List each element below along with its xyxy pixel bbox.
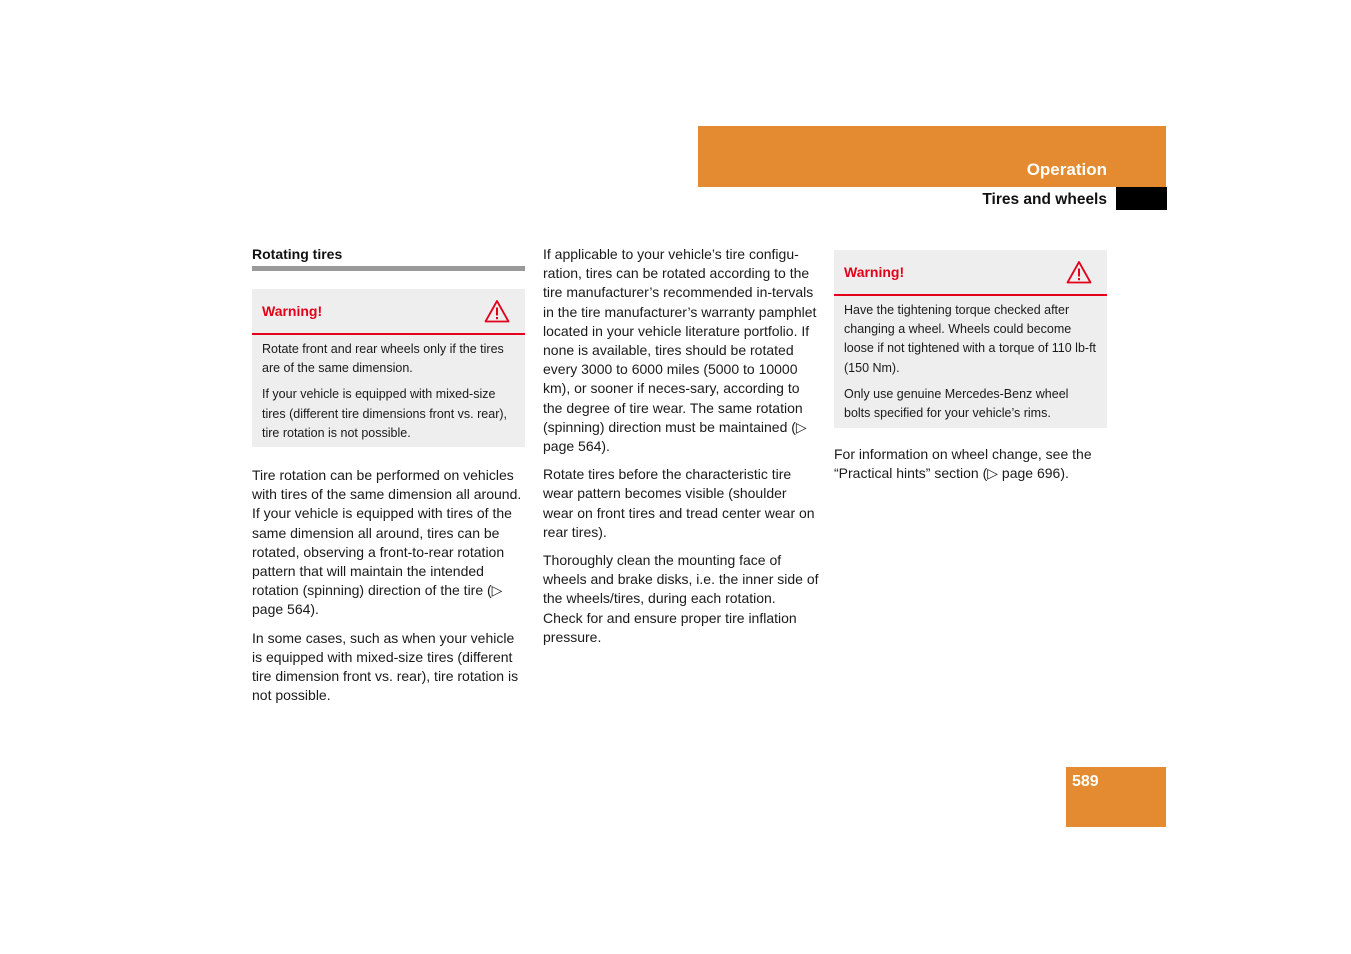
warning-box-rotation: [252, 289, 525, 447]
warning-body: [252, 335, 525, 451]
subsection-title: Tires and wheels: [982, 191, 1107, 208]
page-number: 589: [1072, 773, 1099, 790]
warning-paragraph: Only use genuine Mercedes-Benz wheel bolts specified for your vehicle’s rims.: [844, 386, 1069, 421]
body-paragraph: For information on wheel change, see the “Practical hints” section (▷ page 696).: [834, 446, 1092, 482]
body-paragraph: Thoroughly clean the mounting face of wheels and brake disks, i.e. the inner side of the wheels/tires, during each rotation. Check for and ensure proper tire inflation pressure.: [543, 552, 819, 645]
body-paragraph: Tire rotation can be performed on vehicles with tires of the same dimension all around. If your vehicle is equipped with tires of the same dimension all around, tires can be rotated, observing a front-to-rear rotation pattern that will maintain the intended rotation (spinning) direction of the tire (▷ page 564).: [252, 467, 522, 618]
warning-box-torque: [834, 250, 1107, 428]
warning-triangle-icon: [484, 299, 510, 323]
section-tab-marker: [1116, 187, 1167, 210]
body-paragraph: Rotate tires before the characteristic tire wear pattern becomes visible (shoulder wear on front tires and tread center wear on rear tires).: [543, 466, 815, 540]
column-2-text: [543, 245, 819, 656]
warning-paragraph: Rotate front and rear wheels only if the tires are of the same dimension.: [262, 342, 504, 376]
column-1-text: [252, 466, 528, 714]
section-title: Operation: [1026, 160, 1107, 179]
rotating-tires-heading: Rotating tires: [252, 246, 343, 262]
warning-paragraph: If your vehicle is equipped with mixed-size tires (different tire dimensions front vs. rear), tire rotation is not possible.: [262, 387, 507, 440]
heading-rule: [252, 266, 525, 271]
body-paragraph: If applicable to your vehicle’s tire configu-ration, tires can be rotated according to the tire manufacturer’s recommended in-tervals in the tire manufacturer’s warranty pamphlet located in your vehicle literature portfolio. If none is available, tires should be rotated every 3000 to 6000 miles (5000 to 10000 km), or sooner if neces-sary, according to the degree of tire wear. The same rotation (spinning) direction must be maintained (▷ page 564).: [543, 246, 817, 455]
warning-header: [834, 250, 1107, 296]
warning-title: Warning!: [844, 264, 905, 280]
body-paragraph: In some cases, such as when your vehicle is equipped with mixed-size tires (different tire dimension front vs. rear), tire rotation is not possible.: [252, 629, 519, 704]
warning-body: [834, 296, 1107, 431]
warning-header: [252, 289, 525, 335]
column-3-text: [834, 445, 1110, 492]
warning-paragraph: Have the tightening torque checked after changing a wheel. Wheels could become loose if not tightened with a torque of 110 lb-ft (150 Nm).: [844, 303, 1097, 375]
warning-title: Warning!: [262, 303, 323, 319]
warning-triangle-icon: [1066, 260, 1092, 284]
